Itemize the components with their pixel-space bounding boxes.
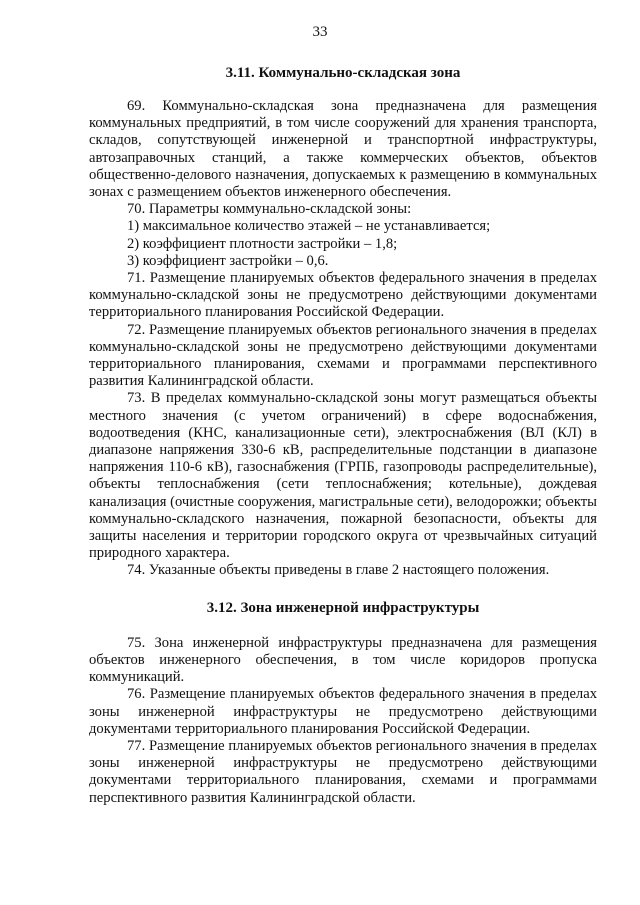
paragraph-77: 77. Размещение планируемых объектов регионального значения в пределах зоны инженерной инфраструктуры не предусмотрено действующими документами территориального планирования, схемами и программами перспективного развития Калининградской области. — [89, 737, 597, 806]
list-item-3: 3) коэффициент застройки – 0,6. — [127, 252, 329, 269]
list-item-1: 1) максимальное количество этажей – не устанавливается; — [127, 218, 491, 235]
paragraph-75: 75. Зона инженерной инфраструктуры предназначена для размещения объектов инженерного обеспечения, в том числе коридоров пропуска коммуникаций. — [89, 634, 597, 686]
paragraph-73: 73. В пределах коммунально-складской зоны могут размещаться объекты местного значения (с учетом ограничений) в сфере водоснабжения, водоотведения (КНС, канализационные сети), электроснабжения (ВЛ (КЛ) в диапазоне напряжения 330-6 кВ, распределительные подстанции в диапазоне напряжения 110-6 кВ), газоснабжения (ГРПБ, газопроводы распределительные), объекты теплоснабжения (сети теплоснабжения; котельные), дождевая канализация (очистные сооружения, магистральные сети), велодорожки; объекты коммунально-складского назначения, пожарной безопасности, объекты для защиты населения и территории городского округа от чрезвычайных ситуаций природного характера. — [89, 390, 597, 562]
list-item-2: 2) коэффициент плотности застройки – 1,8; — [127, 235, 398, 252]
paragraph-76: 76. Размещение планируемых объектов федерального значения в пределах зоны инженерной инфраструктуры не предусмотрено действующими документами территориального планирования Российской Федерации. — [89, 686, 597, 737]
page-number: 33 — [312, 24, 328, 40]
section-heading-3-11: 3.11. Коммунально-складская зона — [225, 65, 461, 81]
paragraph-69: 69. Коммунально-складская зона предназначена для размещения коммунальных предприятий, в том числе сооружений для хранения транспорта, складов, сопутствующей инженерной и транспортной инфраструктуры, автозаправочных станций, а также коммерческих объектов, объектов общественно-делового назначения, допускаемых к размещению в коммунальных зонах с размещением объектов инженерного обеспечения. — [89, 98, 597, 201]
paragraph-70: 70. Параметры коммунально-складской зоны: — [127, 201, 412, 218]
paragraph-74: 74. Указанные объекты приведены в главе 2 настоящего положения. — [127, 562, 550, 579]
paragraph-72: 72. Размещение планируемых объектов регионального значения в пределах коммунально-складской зоны не предусмотрено действующими документами территориального планирования, схемами и программами перспективного развития Калининградской области. — [89, 321, 597, 390]
paragraph-71: 71. Размещение планируемых объектов федерального значения в пределах коммунально-складской зоны не предусмотрено действующими документами территориального планирования Российской Федерации. — [89, 270, 597, 321]
section-3-11-body — [89, 98, 597, 580]
section-heading-3-12: 3.12. Зона инженерной инфраструктуры — [206, 599, 480, 616]
document-body — [89, 64, 597, 807]
section-3-12-body — [89, 635, 597, 807]
